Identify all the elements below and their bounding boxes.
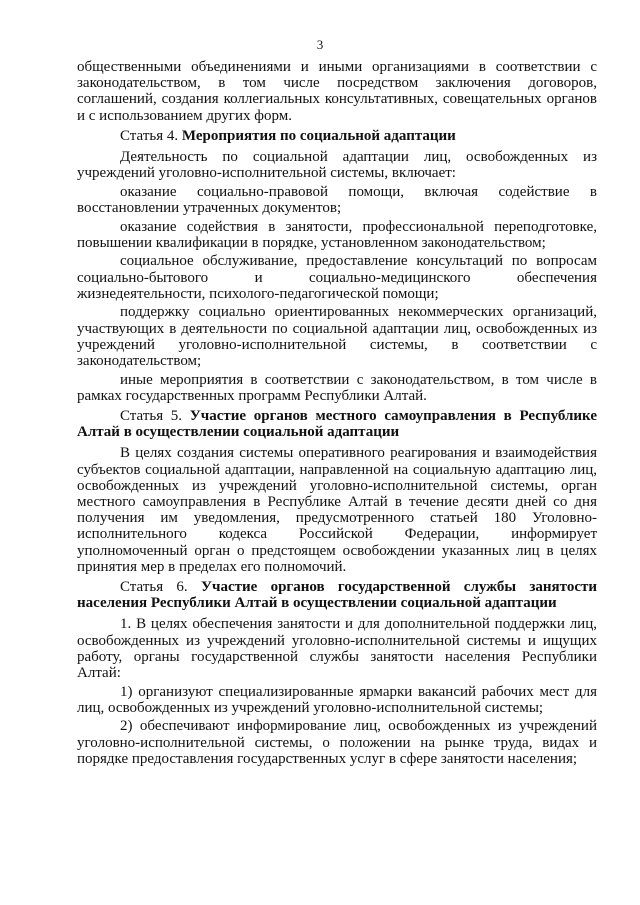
article-title: Участие органов местного самоуправления в Республике Алтай в осуществлении социальной адаптации [77,408,597,441]
paragraph: общественными объединениями и иными организациями в соответствии с законодательством, в том числе посредством заключения договоров, соглашений, создания коллегиальных консультативных, совещательных органов и с использованием других форм. [77,59,597,124]
article-title: Мероприятия по социальной адаптации [181,127,456,144]
paragraph: 1) организуют специализированные ярмарки вакансий рабочих мест для лиц, освобожденных из учреждений уголовно-исполнительной системы; [77,683,597,716]
article-5-heading [77,408,597,440]
paragraph: иные мероприятия в соответствии с законодательством, в том числе в рамках государственных программ Республики Алтай. [77,371,597,404]
paragraph: 2) обеспечивают информирование лиц, освобожденных из учреждений уголовно-исполнительной системы, о положении на рынке труда, видах и порядке предоставления государственных услуг в сфере занятости населения; [77,718,597,767]
paragraph: 1. В целях обеспечения занятости и для дополнительной поддержки лиц, освобожденных из учреждений уголовно-исполнительной системы и ищущих работу, органы государственной службы занятости населения Республики Алтай: [77,616,597,682]
article-6-heading [77,579,597,611]
article-title: Участие органов государственной службы занятости населения Республики Алтай в осуществлении социальной адаптации [77,579,597,612]
article-label: Статья 5. [120,408,183,425]
paragraph: оказание социально-правовой помощи, включая содействие в восстановлении утраченных документов; [77,183,597,217]
article-label: Статья 6. [120,579,188,596]
page-number: 3 [316,37,324,52]
paragraph: социальное обслуживание, предоставление консультаций по вопросам социально-бытового и социально-медицинского обеспечения жизнедеятельности, психолого-педагогической помощи; [77,253,597,302]
paragraph: В целях создания системы оперативного реагирования и взаимодействия субъектов социальной адаптации, направленной на социальную адаптацию лиц, освобожденных из учреждений уголовно-исполнительной системы, орган местного самоуправления в Республике Алтай в течение десяти дней со дня получения им уведомления, предусмотренного статьей 180 Уголовно-исполнительного кодекса Российской Федерации, информирует уполномоченный орган о предстоящем освобождении указанных лиц в целях принятия мер в пределах его полномочий. [77,445,597,575]
document-body [77,59,597,769]
article-4-heading [77,128,597,144]
paragraph: Деятельность по социальной адаптации лиц, освобожденных из учреждений уголовно-исполнительной системы, включает: [77,149,597,182]
paragraph: оказание содействия в занятости, профессиональной переподготовке, повышении квалификации в порядке, установленном законодательством; [77,218,597,251]
article-label: Статья 4. [120,127,179,144]
paragraph: поддержку социально ориентированных некоммерческих организаций, участвующих в деятельности по социальной адаптации лиц, освобожденных из учреждений уголовно-исполнительной системы, в соответствии с законодательством; [77,304,597,370]
